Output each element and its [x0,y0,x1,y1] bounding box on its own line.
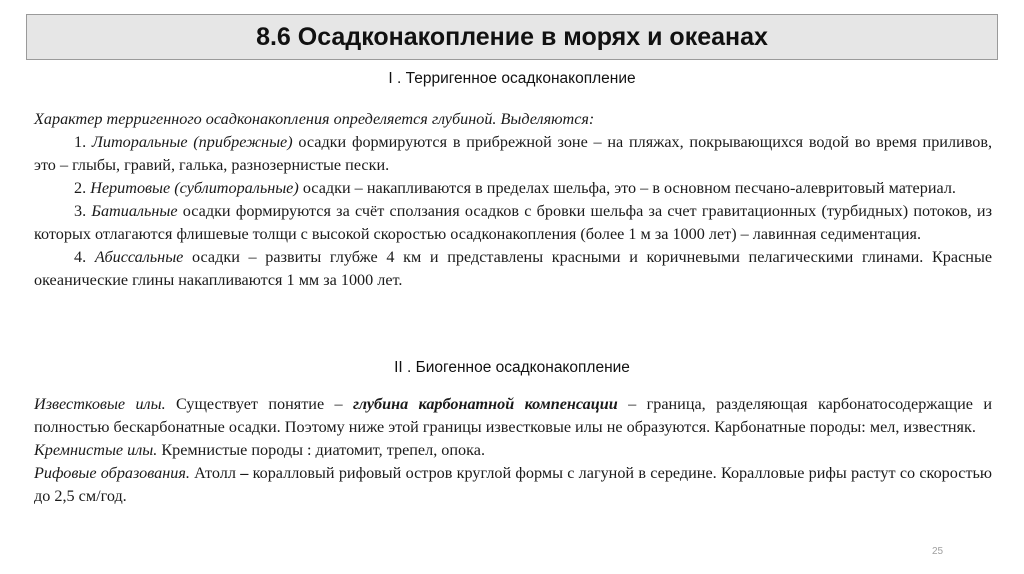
item-text: осадки – развиты глубже 4 км и представлены красными и коричневыми пелагическими глинами. Красные океанические глины накапливаются 1 мм за 1000 лет. [34,248,992,289]
paragraph-text: Существует понятие – [165,395,353,413]
paragraph-text: Кремнистые породы : диатомит, трепел, опока. [157,441,485,459]
paragraph-siliceous [34,439,992,462]
paragraph-text: коралловый рифовый остров круглой формы с лагуной в середине. Коралловые рифы растут со скоростью до 2,5 см/год. [34,464,993,505]
paragraph-text: – граница, разделяющая карбонатосодержащие и полностью бескарбонатные осадки. Поэтому ниже этой границы известковые илы не образуются. Карбонатные породы: мел, известняк. [34,395,992,436]
item-term: Батиальные [91,202,178,220]
title-box [26,14,998,60]
biogenic-text-block [34,393,992,508]
paragraph-calcareous [34,393,992,439]
term-reef: Рифовые образования. [34,464,190,482]
section-heading-biogenic: II . Биогенное осадконакопление [394,359,630,376]
dash: – [240,464,249,482]
list-item [34,246,992,292]
item-number: 4. [74,248,87,266]
item-text: осадки формируются в прибрежной зоне – на пляжах, покрывающихся водой во время приливов, это – глыбы, гравий, галька, разнозернистые пески. [34,133,993,174]
list-item [34,177,992,200]
item-text: осадки – накапливаются в пределах шельфа, это – в основном песчано-алевритовый материал. [298,179,956,197]
list-item [34,200,992,246]
item-term: Литоральные (прибрежные) [91,133,293,151]
item-term: Неритовые (сублиторальные) [90,179,299,197]
item-text: осадки формируются за счёт сползания осадков с бровки шельфа за счет гравитационных (турбидных) потоков, из которых отлагаются флишевые толщи с высокой скоростью осадконакопления (более 1 м за 1000 лет) – лавинная седиментация. [34,202,992,243]
list-item [34,131,992,177]
page-title: 8.6 Осадконакопление в морях и океанах [256,22,768,51]
paragraph-reef [34,462,992,508]
paragraph-text: Атолл [189,464,241,482]
item-term: Абиссальные [94,248,184,266]
terrigenous-intro: Характер терригенного осадконакопления определяется глубиной. Выделяются: [34,110,595,128]
terrigenous-text-block [34,108,992,292]
item-number: 1. [74,133,87,151]
term-calcareous: Известковые илы. [34,395,166,413]
term-siliceous: Кремнистые илы. [34,441,158,459]
item-number: 2. [74,179,87,197]
page-number: 25 [932,546,944,557]
item-number: 3. [74,202,87,220]
term-ccd: глубина карбонатной компенсации [352,395,618,413]
section-heading-terrigenous: I . Терригенное осадконакопление [388,70,636,87]
